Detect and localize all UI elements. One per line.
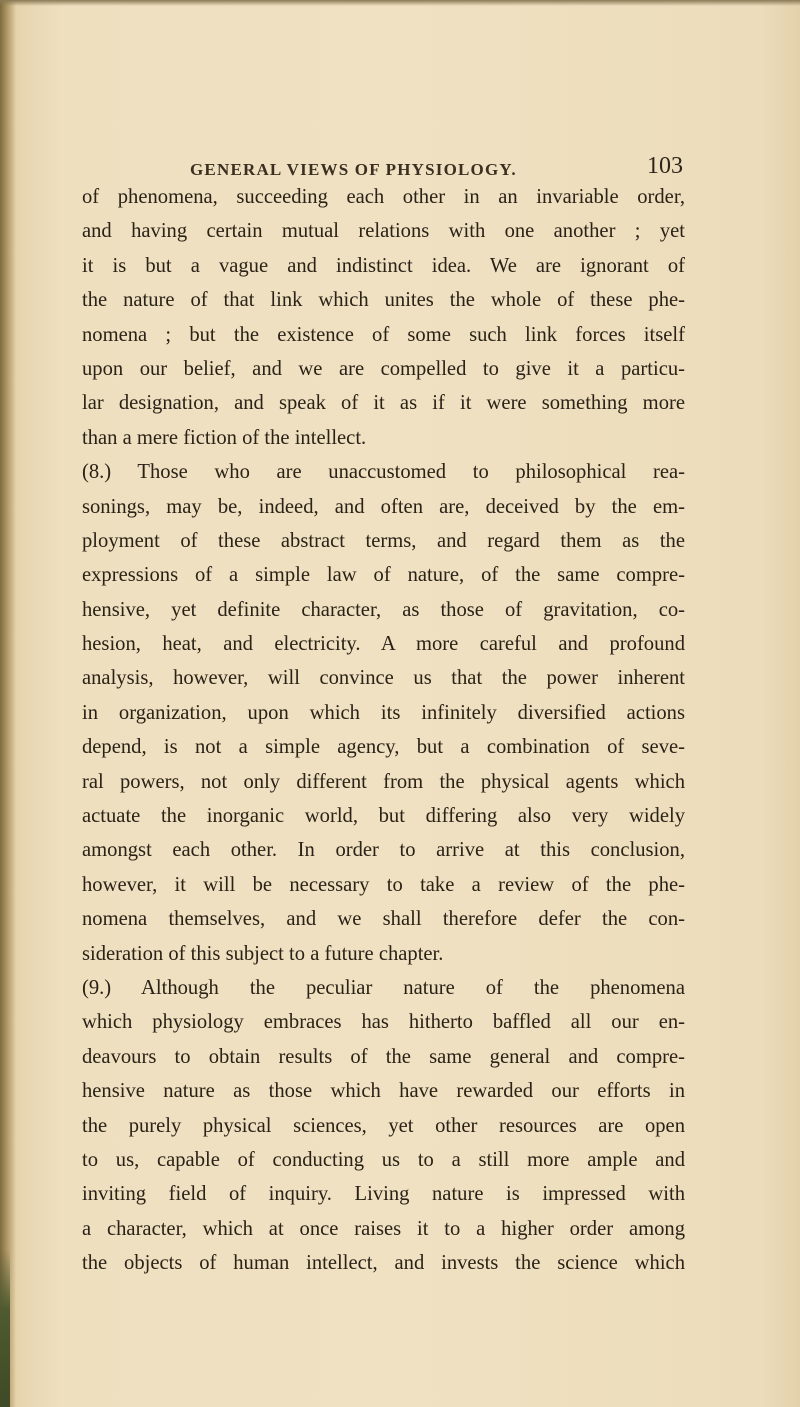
text-line: hensive nature as those which have rewarded our efforts in bbox=[82, 1080, 685, 1103]
text-line: inviting field of inquiry. Living nature is impressed with bbox=[82, 1183, 685, 1206]
text-line: analysis, however, will convince us that the power inherent bbox=[82, 667, 685, 690]
text-line: hesion, heat, and electricity. A more careful and profound bbox=[82, 633, 685, 656]
text-line: lar designation, and speak of it as if it were something more bbox=[82, 392, 685, 415]
text-line: a character, which at once raises it to a higher order among bbox=[82, 1217, 685, 1240]
text-line: than a mere fiction of the intellect. bbox=[82, 426, 367, 449]
text-line: and having certain mutual relations with one another ; yet bbox=[82, 220, 685, 243]
text-line: however, it will be necessary to take a review of the phe- bbox=[82, 873, 685, 896]
text-line: upon our belief, and we are compelled to give it a particu- bbox=[82, 357, 685, 380]
text-line: nomena themselves, and we shall therefore defer the con- bbox=[82, 908, 685, 931]
text-line: nomena ; but the existence of some such link forces itself bbox=[82, 323, 685, 346]
text-line: to us, capable of conducting us to a still more ample and bbox=[82, 1148, 685, 1171]
text-line: the nature of that link which unites the whole of these phe- bbox=[82, 289, 685, 312]
page-top-edge bbox=[0, 0, 800, 6]
text-line: it is but a vague and indistinct idea. We are ignorant of bbox=[82, 254, 685, 277]
text-line: (8.) Those who are unaccustomed to philosophical rea- bbox=[82, 461, 685, 484]
text-line: ployment of these abstract terms, and regard them as the bbox=[82, 529, 685, 552]
text-line: in organization, upon which its infinitely diversified actions bbox=[82, 701, 685, 724]
binding-shadow bbox=[0, 0, 16, 1407]
text-line: amongst each other. In order to arrive at this conclusion, bbox=[82, 839, 685, 862]
page-number: 103 bbox=[647, 153, 683, 179]
text-line: deavours to obtain results of the same general and compre- bbox=[82, 1045, 685, 1068]
text-line: which physiology embraces has hitherto baffled all our en- bbox=[82, 1011, 685, 1034]
text-line: hensive, yet definite character, as those of gravitation, co- bbox=[82, 598, 685, 621]
text-line: ral powers, not only different from the physical agents which bbox=[82, 770, 685, 793]
text-line: actuate the inorganic world, but differing also very widely bbox=[82, 805, 685, 828]
text-line: the purely physical sciences, yet other resources are open bbox=[82, 1114, 685, 1137]
text-line: the objects of human intellect, and invests the science which bbox=[82, 1252, 685, 1275]
text-line: sideration of this subject to a future chapter. bbox=[82, 942, 444, 965]
running-title: GENERAL VIEWS OF PHYSIOLOGY. bbox=[190, 160, 517, 179]
text-line: expressions of a simple law of nature, of the same compre- bbox=[82, 564, 685, 587]
text-line: sonings, may be, indeed, and often are, deceived by the em- bbox=[82, 495, 685, 518]
text-line: (9.) Although the peculiar nature of the phenomena bbox=[82, 976, 685, 999]
text-line: of phenomena, succeeding each other in an invariable order, bbox=[82, 186, 685, 208]
body-text bbox=[82, 180, 685, 1281]
text-line: depend, is not a simple agency, but a combination of seve- bbox=[82, 736, 685, 759]
binding-edge bbox=[0, 1250, 10, 1407]
